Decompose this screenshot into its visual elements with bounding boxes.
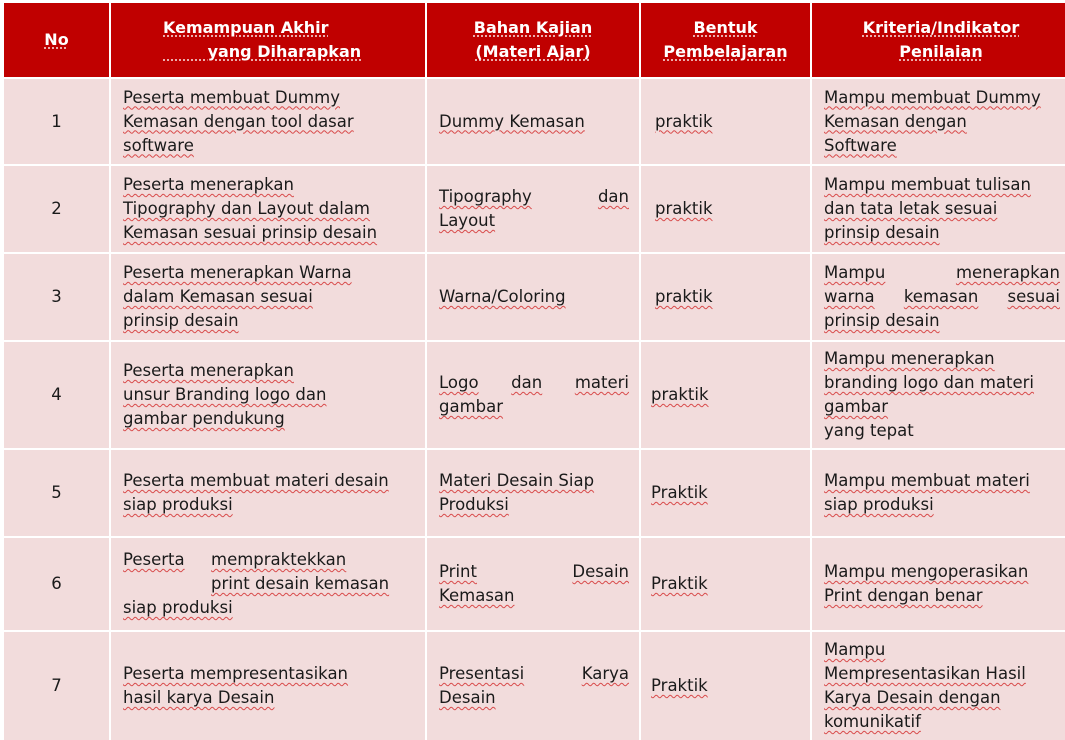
- header-bahan-line: Bahan Kajian: [473, 18, 593, 37]
- word: Kemasan: [439, 586, 515, 605]
- cell-kemampuan: [111, 254, 425, 340]
- header-kriteria: [812, 3, 1065, 77]
- cell-line: Mempresentasikan Hasil: [824, 664, 1026, 683]
- cell-line: gambar pendukung: [123, 409, 285, 428]
- word: gambar: [439, 397, 504, 416]
- cell-bentuk: [641, 254, 810, 340]
- cell-kriteria: [812, 538, 1065, 630]
- cell-line: Kemasan dengan tool dasar: [123, 111, 354, 131]
- cell-line: software: [123, 135, 194, 155]
- cell-line: Peserta mempresentasikan: [123, 664, 349, 683]
- cell-kriteria: [812, 632, 1065, 740]
- word: Tipography: [439, 187, 532, 206]
- cell-bahan: [427, 79, 639, 164]
- cell-line: Mampu membuat tulisan: [824, 175, 1031, 194]
- word: Print: [439, 562, 477, 581]
- cell-bentuk: [641, 166, 810, 252]
- word: print desain kemasan: [211, 574, 390, 593]
- cell-line: dalam Kemasan sesuai: [123, 287, 313, 306]
- cell-line: Peserta menerapkan Warna: [123, 263, 352, 282]
- cell-line: Dummy Kemasan: [439, 111, 585, 131]
- cell-line: Peserta menerapkan: [123, 175, 294, 194]
- header-kemampuan: [111, 3, 425, 77]
- cell-line: yang tepat: [824, 421, 914, 440]
- cell-line: Praktik: [651, 574, 708, 593]
- cell-bentuk: [641, 79, 810, 164]
- cell-line: siap produksi: [123, 495, 233, 514]
- cell-line: Warna/Coloring: [439, 287, 566, 306]
- cell-bentuk: [641, 538, 810, 630]
- cell-bahan: [427, 538, 639, 630]
- cell-kemampuan: [111, 342, 425, 448]
- cell-line: [824, 309, 1060, 333]
- cell-kemampuan: [111, 538, 425, 630]
- cell-line: [123, 596, 415, 620]
- cell-line: [439, 560, 629, 584]
- row-number: 1: [4, 79, 109, 164]
- word: Presentasi: [439, 664, 525, 683]
- cell-line: gambar: [824, 397, 889, 416]
- word: warna: [824, 287, 875, 306]
- learning-outcomes-table: [4, 3, 1062, 735]
- row-number: 4: [4, 342, 109, 448]
- cell-bahan: [427, 342, 639, 448]
- cell-bahan: [427, 254, 639, 340]
- cell-line: komunikatif: [824, 712, 921, 731]
- cell-line: Praktik: [651, 483, 708, 502]
- cell-line: Kemasan dengan: [824, 111, 967, 131]
- cell-line: praktik: [651, 385, 709, 404]
- cell-line: Produksi: [439, 495, 509, 514]
- cell-kriteria: [812, 254, 1065, 340]
- cell-line: Mampu membuat Dummy: [824, 87, 1041, 107]
- header-no: [4, 3, 109, 77]
- cell-line: [439, 584, 629, 608]
- cell-line: [439, 371, 629, 395]
- cell-kriteria: [812, 166, 1065, 252]
- cell-bentuk: [641, 342, 810, 448]
- cell-kriteria: [812, 79, 1065, 164]
- header-kriteria-line: Kriteria/Indikator: [862, 18, 1020, 37]
- cell-line: hasil karya Desain: [123, 688, 275, 707]
- cell-kriteria: [812, 450, 1065, 536]
- cell-line: Praktik: [651, 676, 708, 695]
- cell-line: Mampu mengoperasikan: [824, 562, 1029, 581]
- cell-line: branding logo dan materi: [824, 373, 1035, 392]
- cell-bahan: [427, 632, 639, 740]
- word: kemasan: [903, 287, 979, 306]
- cell-line: praktik: [655, 199, 713, 218]
- header-kriteria-line: Penilaian: [899, 42, 983, 61]
- cell-line: Print dengan benar: [824, 586, 983, 605]
- header-kemampuan-line: Kemampuan Akhir: [163, 18, 329, 37]
- word: dan: [597, 187, 629, 206]
- header-bahan: [427, 3, 639, 77]
- cell-kriteria: [812, 342, 1065, 448]
- word: Peserta: [123, 550, 185, 569]
- word: Karya: [581, 664, 629, 683]
- cell-line: Mampu membuat materi: [824, 471, 1030, 490]
- cell-kemampuan: [111, 632, 425, 740]
- cell-kemampuan: [111, 450, 425, 536]
- cell-line: [824, 261, 1060, 285]
- word: sesuai: [1007, 287, 1060, 306]
- cell-line: [824, 285, 1060, 309]
- cell-line: Materi Desain Siap: [439, 471, 595, 490]
- cell-line: Kemasan sesuai prinsip desain: [123, 223, 378, 242]
- cell-line: prinsip desain: [824, 223, 940, 242]
- row-number: 7: [4, 632, 109, 740]
- cell-line: dan tata letak sesuai: [824, 199, 998, 218]
- word: Layout: [439, 211, 496, 230]
- cell-line: Mampu: [824, 640, 886, 659]
- header-bentuk-line: Bentuk: [693, 18, 758, 37]
- cell-line: prinsip desain: [123, 311, 239, 330]
- word: menerapkan: [955, 263, 1060, 282]
- cell-line: [439, 686, 629, 710]
- row-number: 3: [4, 254, 109, 340]
- cell-line: Peserta menerapkan: [123, 361, 294, 380]
- cell-line: Karya Desain dengan: [824, 688, 1001, 707]
- word: mempraktekkan: [211, 550, 347, 569]
- cell-line: praktik: [655, 111, 713, 131]
- word: siap produksi: [123, 598, 233, 617]
- cell-line: Mampu menerapkan: [824, 349, 995, 368]
- cell-kemampuan: [111, 79, 425, 164]
- cell-line: [439, 395, 629, 419]
- cell-line: [439, 185, 629, 209]
- cell-line: [123, 548, 415, 572]
- cell-line: unsur Branding logo dan: [123, 385, 327, 404]
- word: dan: [511, 373, 543, 392]
- header-kemampuan-line: yang Diharapkan: [163, 42, 362, 61]
- word: Mampu: [824, 263, 886, 282]
- word: materi: [574, 373, 629, 392]
- cell-line: [439, 662, 629, 686]
- cell-line: [123, 572, 415, 596]
- word: Logo: [439, 373, 479, 392]
- header-bahan-line: (Materi Ajar): [475, 42, 591, 61]
- header-no-line: No: [44, 30, 69, 49]
- cell-bentuk: [641, 450, 810, 536]
- row-number: 2: [4, 166, 109, 252]
- header-bentuk: [641, 3, 810, 77]
- cell-kemampuan: [111, 166, 425, 252]
- header-bentuk-line: Pembelajaran: [663, 42, 788, 61]
- cell-bahan: [427, 166, 639, 252]
- cell-line: Software: [824, 135, 897, 155]
- cell-line: siap produksi: [824, 495, 934, 514]
- cell-bahan: [427, 450, 639, 536]
- cell-line: praktik: [655, 287, 713, 306]
- cell-line: [439, 209, 629, 233]
- word: [123, 572, 211, 596]
- cell-line: Peserta membuat materi desain: [123, 471, 389, 490]
- cell-line: Peserta membuat Dummy: [123, 87, 340, 107]
- cell-bentuk: [641, 632, 810, 740]
- word: prinsip desain: [824, 311, 940, 330]
- row-number: 5: [4, 450, 109, 536]
- row-number: 6: [4, 538, 109, 630]
- word: Desain: [572, 562, 629, 581]
- cell-line: Tipography dan Layout dalam: [123, 199, 371, 218]
- word: Desain: [439, 688, 496, 707]
